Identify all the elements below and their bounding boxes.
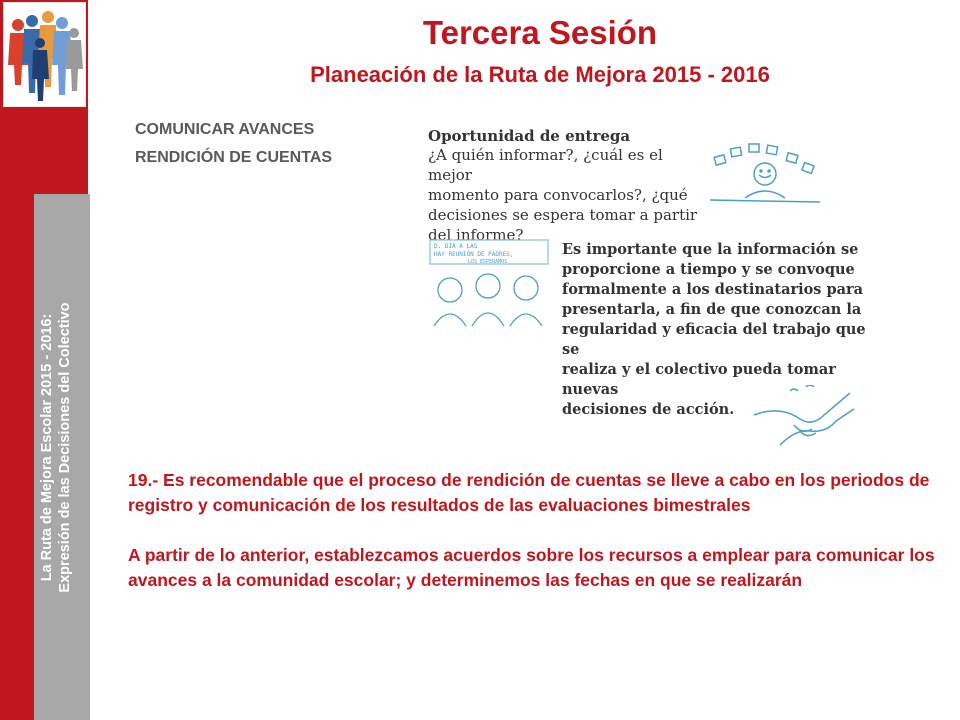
section-line-1: COMUNICAR AVANCES [135,121,315,138]
section-heading [135,116,332,172]
scan-paragraph-line: presentarla, a fin de que conozcan la [562,301,862,318]
body-paragraph-1: 19.- Es recomendable que el proceso de rendición de cuentas se lleve a cabo en los periodos de registro y comunicación de los resultados de las evaluaciones bimestrales [128,470,930,515]
sidebar [0,0,88,720]
slide-subtitle: Planeación de la Ruta de Mejora 2015 - 2016 [310,62,770,87]
scan-question-line: del informe? [428,226,524,244]
slide-title: Tercera Sesión [422,14,658,51]
body-text [128,468,940,593]
scan-question-line: decisiones se espera tomar a partir [428,206,698,224]
scan-paragraph-line: proporcione a tiempo y se convoque [562,261,855,278]
scan-paragraph-line: Es importante que la información se [562,241,859,258]
people-group-icon [4,3,85,106]
sidebar-vertical-caption [38,195,74,700]
person-with-papers-icon [705,140,830,210]
sign-line-3: LOS ESPERAMOS [468,259,508,265]
scan-paragraph-line: realiza y el colectivo pueda tomar nuevas [562,361,836,398]
scan-heading: Oportunidad de entrega [428,127,631,145]
sign-line-1: D. DÍA A LAS [434,243,478,250]
scan-question-line: ¿A quién informar?, ¿cuál es el mejor [428,146,663,184]
logo [3,2,86,107]
body-paragraph-2: A partir de lo anterior, establezcamos acuerdos sobre los recursos a emplear para comunicar los avances a la comunidad escolar; y determinemos las fechas en que se realizarán [128,545,935,590]
section-line-2: RENDICIÓN DE CUENTAS [135,149,333,166]
handshake-icon [750,385,860,455]
scan-paragraph-line: regularidad y eficacia del trabajo que se [562,321,866,358]
scan-question-block [428,127,698,245]
sign-line-2: HAY REUNIÓN DE PADRES, [434,251,514,258]
scan-question-line: momento para convocarlos?, ¿qué [428,186,688,204]
scan-question-text [428,145,698,245]
parents-meeting-illustration [428,238,553,328]
scan-paragraph-line: formalmente a los destinatarios para [562,281,864,298]
sidebar-caption-line-2: Expresión de las Decisiones del Colectivo [57,302,73,593]
sidebar-caption-line-1: La Ruta de Mejora Escolar 2015 - 2016: [39,313,55,582]
scan-paragraph-line: decisiones de acción. [562,401,735,418]
